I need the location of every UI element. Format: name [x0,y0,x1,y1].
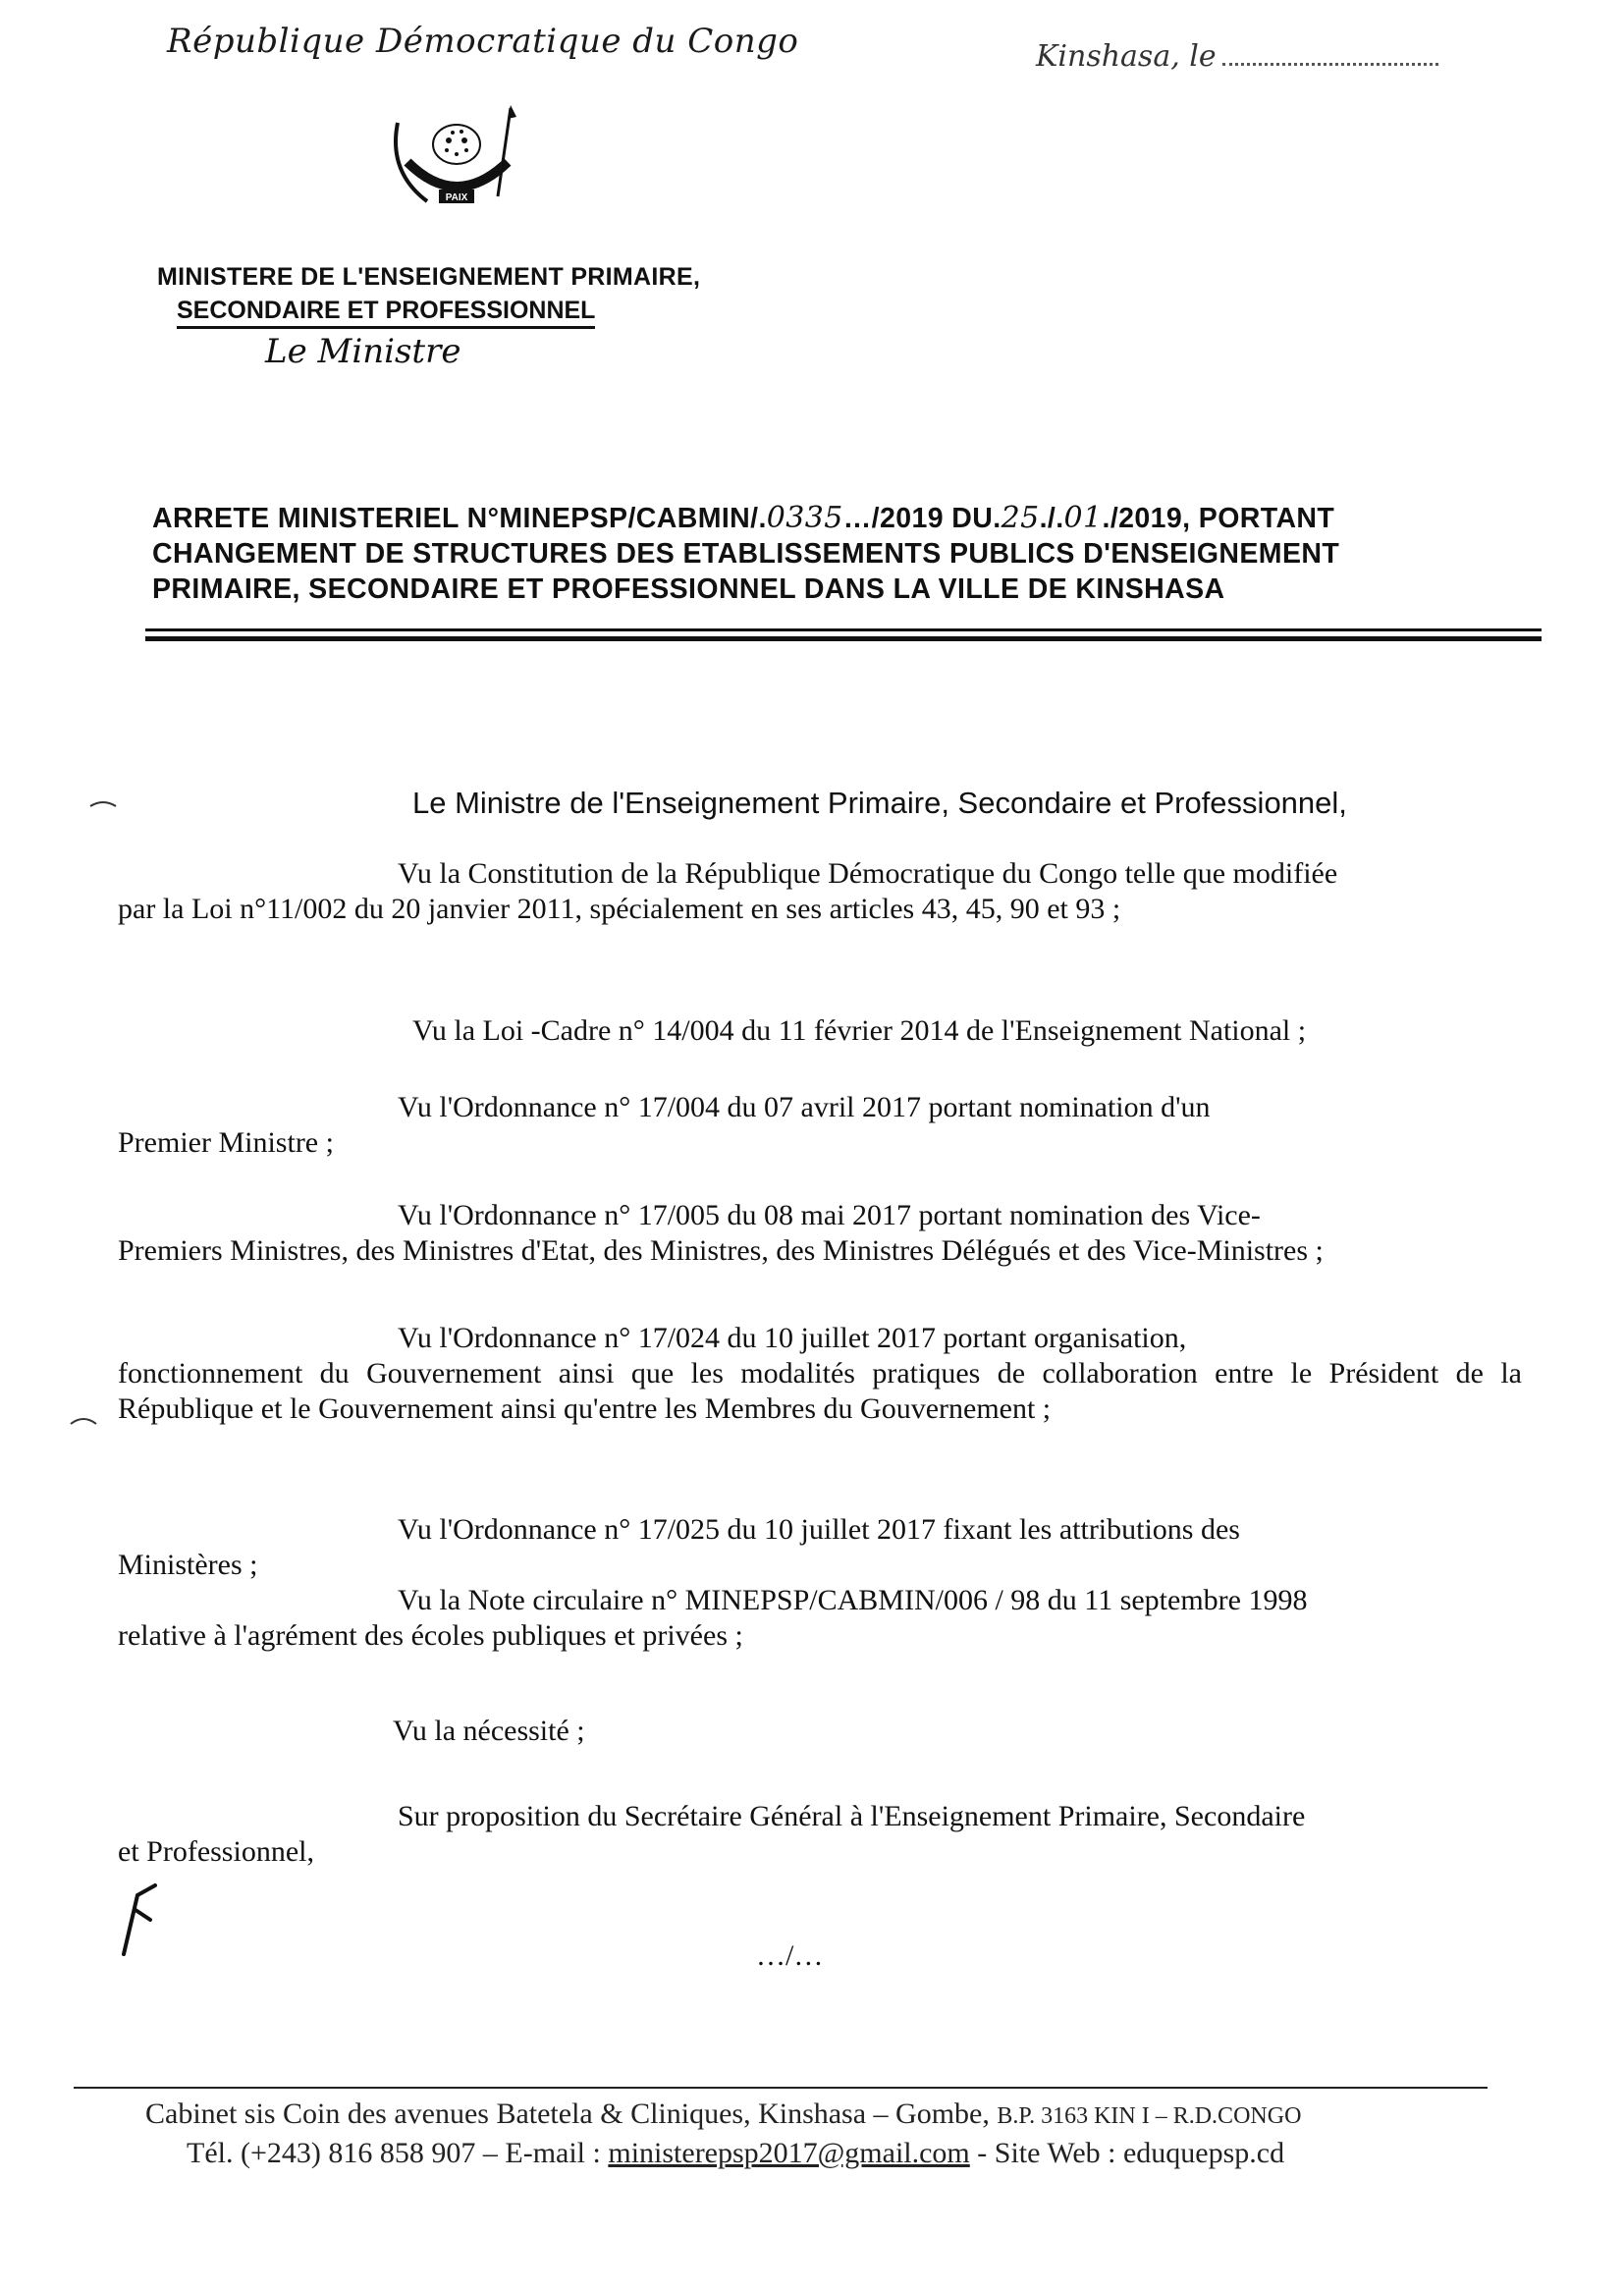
title-line1 [152,501,1546,536]
title-underline [145,628,1542,631]
recital-ordonnance-17-025 [118,1512,1522,1583]
ministry-name-line2: SECONDAIRE ET PROFESSIONNEL [177,297,595,329]
recital-rest: Premiers Ministres, des Ministres d'Etat, des Ministres, des Ministres Délégués et des Vice-Ministres ; [118,1234,1324,1267]
motto-text: PAIX [445,192,468,203]
decree-title [152,501,1546,607]
footer-phone: Tél. (+243) 816 858 907 – E-mail : [187,2137,601,2169]
recital-first-line: Vu l'Ordonnance n° 17/024 du 10 juillet 2017 portant organisation, [398,1322,1187,1354]
recital-rest: relative à l'agrément des écoles publiques et privées ; [118,1619,743,1652]
footer-email-link[interactable]: ministerepsp2017@gmail.com [608,2137,970,2169]
recital-rest: par la Loi n°11/002 du 20 janvier 2011, spécialement en ses articles 43, 45, 90 et 93 ; [118,893,1121,925]
recital-first-line: Vu l'Ordonnance n° 17/025 du 10 juillet 2017 fixant les attributions des [398,1513,1240,1546]
recital-first-line: Vu la Note circulaire n° MINEPSP/CABMIN/006 / 98 du 11 septembre 1998 [398,1584,1308,1616]
footer-address [145,2098,1301,2131]
continuation-mark: …/… [756,1939,824,1972]
decree-number: 0335 [766,501,843,535]
title-prefix: ARRETE MINISTERIEL N°MINEPSP/CABMIN/. [152,503,767,534]
recital-necessite: Vu la nécessité ; [393,1715,585,1747]
place-date [1036,39,1438,74]
recital-rest: Ministères ; [118,1549,258,1581]
margin-mark [69,1414,98,1428]
recital-loi-cadre: Vu la Loi -Cadre n° 14/004 du 11 février 2014 de l'Enseignement National ; [412,1014,1307,1047]
header-country: République Démocratique du Congo [167,22,799,61]
recital-rest: Premier Ministre ; [118,1126,334,1159]
ministry-name-line1: MINISTERE DE L'ENSEIGNEMENT PRIMAIRE, [157,263,701,291]
recital-ordonnance-17-004 [118,1090,1522,1161]
recital-constitution [118,856,1522,927]
decree-month: 01 [1063,501,1103,535]
date-blank [1222,39,1438,66]
recital-first-line: Vu la Constitution de la République Démocratique du Congo telle que modifiée [398,857,1338,890]
decree-day: 25 [1001,501,1040,535]
recital-first-line: Vu l'Ordonnance n° 17/004 du 07 avril 2017 portant nomination d'un [398,1091,1211,1123]
footer-divider [74,2087,1488,2089]
footer-website: - Site Web : eduquepsp.cd [977,2137,1285,2169]
title-underline-thick [145,636,1542,641]
title-date-prefix: …/2019 DU. [842,503,1001,534]
recital-ordonnance-17-005 [118,1198,1522,1269]
margin-mark [88,797,118,809]
title-line2: CHANGEMENT DE STRUCTURES DES ETABLISSEMENTS PUBLICS D'ENSEIGNEMENT [152,538,1340,570]
date-separator: ./. [1039,503,1064,534]
title-line3: PRIMAIRE, SECONDAIRE ET PROFESSIONNEL DANS LA VILLE DE KINSHASA [152,573,1225,605]
recital-rest: et Professionnel, [118,1835,314,1868]
recital-first-line: Sur proposition du Secrétaire Général à l'Enseignement Primaire, Secondaire [398,1800,1306,1832]
footer-contact [187,2137,1284,2170]
initial-signature-icon [116,1880,165,1959]
recital-note-circulaire [118,1583,1522,1654]
recital-first-line: Vu l'Ordonnance n° 17/005 du 08 mai 2017 portant nomination des Vice- [398,1199,1261,1231]
coat-of-arms-icon [388,103,525,216]
recital-proposition [118,1799,1522,1870]
recital-ordonnance-17-024 [118,1321,1522,1427]
place-date-label: Kinshasa, le [1036,39,1217,74]
footer-postal: B.P. 3163 KIN I – R.D.CONGO [997,2103,1302,2129]
recital-rest: fonctionnement du Gouvernement ainsi que les modalités pratiques de collaboration entre le Président de la République et le Gouvernement ainsi qu'entre les Membres du Gouvernement ; [118,1357,1522,1425]
title-suffix: ./2019, PORTANT [1102,503,1335,534]
intro-line: Le Ministre de l'Enseignement Primaire, Secondaire et Professionnel, [412,786,1347,820]
minister-label: Le Ministre [265,332,461,371]
footer-address-main: Cabinet sis Coin des avenues Batetela & Cliniques, Kinshasa – Gombe, [145,2098,990,2130]
